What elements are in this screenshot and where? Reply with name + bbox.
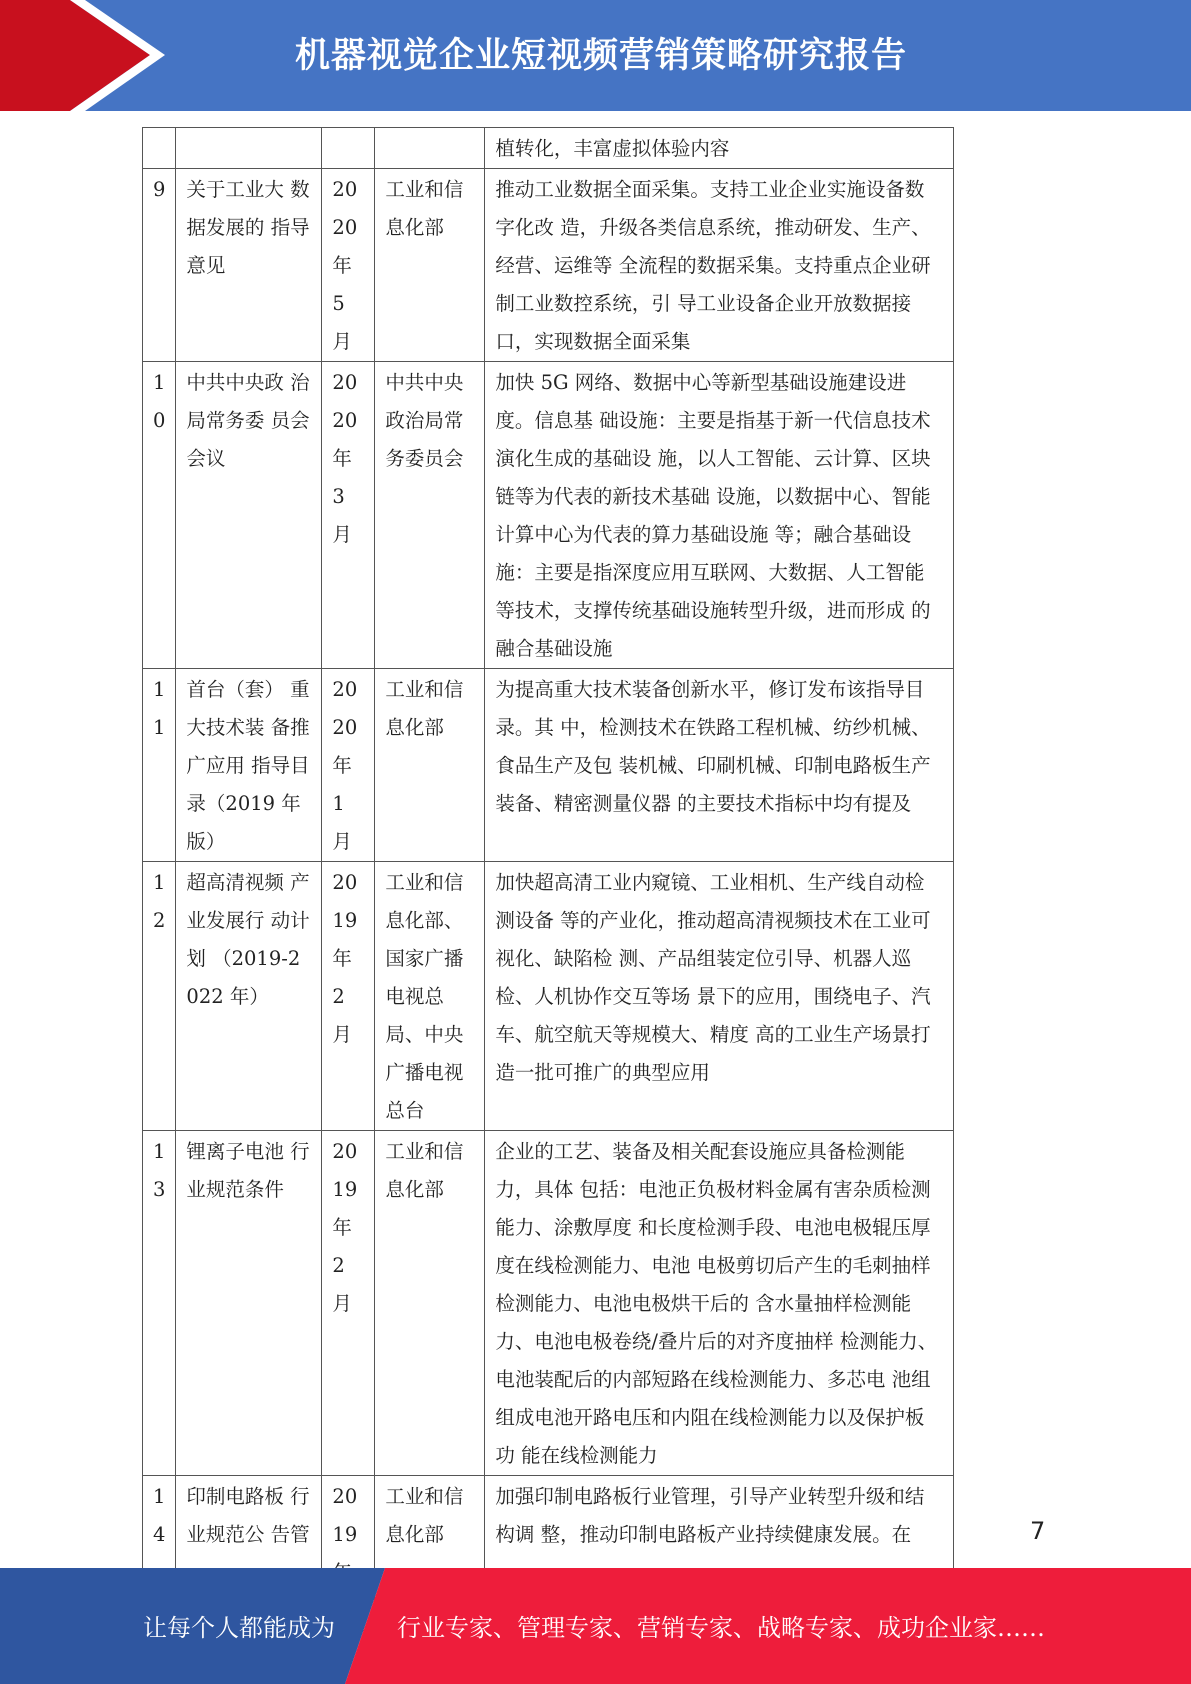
policy-table bbox=[142, 127, 954, 1631]
table-row bbox=[143, 669, 954, 862]
issuing-department: 工业和信息化部 bbox=[375, 669, 485, 862]
footer-slogan-left: 让每个人都能成为 bbox=[143, 1614, 335, 1642]
issue-date: 2019 年 2 月 bbox=[322, 1131, 375, 1476]
table-row bbox=[143, 1131, 954, 1476]
issuing-department: 中共中央政治局常务委员会 bbox=[375, 362, 485, 669]
policy-name: 超高清视频 产业发展行 动计划 （2019-2022 年） bbox=[176, 862, 322, 1131]
policy-content: 加快超高清工业内窥镜、工业相机、生产线自动检测设备 等的产业化，推动超高清视频技术在工业可视化、缺陷检 测、产品组装定位引导、机器人巡检、人机协作交互等场 景下的应用，围绕电子、汽车、航空航天等规模大、精度 高的工业生产场景打造一批可推广的典型应用 bbox=[485, 862, 954, 1131]
policy-name: 关于工业大 数据发展的 指导意见 bbox=[176, 169, 322, 362]
row-number: 11 bbox=[143, 669, 176, 862]
row-number: 14 bbox=[143, 1476, 176, 1631]
policy-content: 企业的工艺、装备及相关配套设施应具备检测能力，具体 包括：电池正负极材料金属有害杂质检测能力、涂敷厚度 和长度检测手段、电池电极辊压厚度在线检测能力、电池 电极剪切后产生的毛刺抽样检测能力、电池电极烘干后的 含水量抽样检测能力、电池电极卷绕/叠片后的对齐度抽样 检测能力、电池装配后的内部短路在线检测能力、多芯电 池组组成电池开路电压和内阻在线检测能力以及保护板功 能在线检测能力 bbox=[485, 1131, 954, 1476]
row-number: 12 bbox=[143, 862, 176, 1131]
policy-name: 中共中央政 治局常务委 员会会议 bbox=[176, 362, 322, 669]
policy-content: 加强印制电路板行业管理，引导产业转型升级和结构调 整，推动印制电路板产业持续健康发展。在 bbox=[485, 1476, 954, 1631]
policy-name: 锂离子电池 行业规范条件 bbox=[176, 1131, 322, 1476]
report-title: 机器视觉企业短视频营销策略研究报告 bbox=[295, 36, 908, 76]
policy-name: 印制电路板 行业规范公 告管 bbox=[176, 1476, 322, 1631]
issue-date: 2019 bbox=[322, 1476, 375, 1631]
page-number: 7 bbox=[1030, 1517, 1046, 1545]
table-row bbox=[143, 862, 954, 1131]
issue-date: 2019 年 2 月 bbox=[322, 862, 375, 1131]
table-row bbox=[143, 169, 954, 362]
row-number: 10 bbox=[143, 362, 176, 669]
footer-slogan-right: 行业专家、管理专家、营销专家、战略专家、成功企业家…… bbox=[397, 1614, 1045, 1642]
issuing-department: 工业和信息化部 bbox=[375, 169, 485, 362]
page-footer bbox=[0, 1568, 1191, 1684]
row-number: 9 bbox=[143, 169, 176, 362]
issue-date: 2020 年 5 月 bbox=[322, 169, 375, 362]
issuing-department: 工业和信息化部 bbox=[375, 1131, 485, 1476]
page-header bbox=[0, 0, 1191, 111]
row-number: 13 bbox=[143, 1131, 176, 1476]
policy-name bbox=[176, 128, 322, 169]
issuing-department: 工业和信息化部、国家广播电视总局、中央广播电视总台 bbox=[375, 862, 485, 1131]
policy-content: 为提高重大技术装备创新水平，修订发布该指导目录。其 中，检测技术在铁路工程机械、纺纱机械、食品生产及包 装机械、印刷机械、印制电路板生产装备、精密测量仪器 的主要技术指标中均有提及 bbox=[485, 669, 954, 862]
issuing-department bbox=[375, 128, 485, 169]
policy-content: 加快 5G 网络、数据中心等新型基础设施建设进度。信息基 础设施：主要是指基于新一代信息技术演化生成的基础设 施，以人工智能、云计算、区块链等为代表的新技术基础 设施，以数据中心、智能计算中心为代表的算力基础设施 等；融合基础设施：主要是指深度应用互联网、大数据、人工智能等技术，支撑传统基础设施转型升级，进而形成 的融合基础设施 bbox=[485, 362, 954, 669]
policy-name: 首台（套） 重大技术装 备推广应用 指导目录（2019 年版） bbox=[176, 669, 322, 862]
issue-date bbox=[322, 128, 375, 169]
table-row bbox=[143, 128, 954, 169]
policy-content: 推动工业数据全面采集。支持工业企业实施设备数字化改 造，升级各类信息系统，推动研发、生产、经营、运维等 全流程的数据采集。支持重点企业研制工业数控系统，引 导工业设备企业开放数据接口，实现数据全面采集 bbox=[485, 169, 954, 362]
policy-content: 植转化，丰富虚拟体验内容 bbox=[485, 128, 954, 169]
issue-date: 2020 年 1 月 bbox=[322, 669, 375, 862]
issuing-department: 工业和信息化部 bbox=[375, 1476, 485, 1631]
table-row bbox=[143, 362, 954, 669]
row-number bbox=[143, 128, 176, 169]
issue-date: 2020 年 3 月 bbox=[322, 362, 375, 669]
